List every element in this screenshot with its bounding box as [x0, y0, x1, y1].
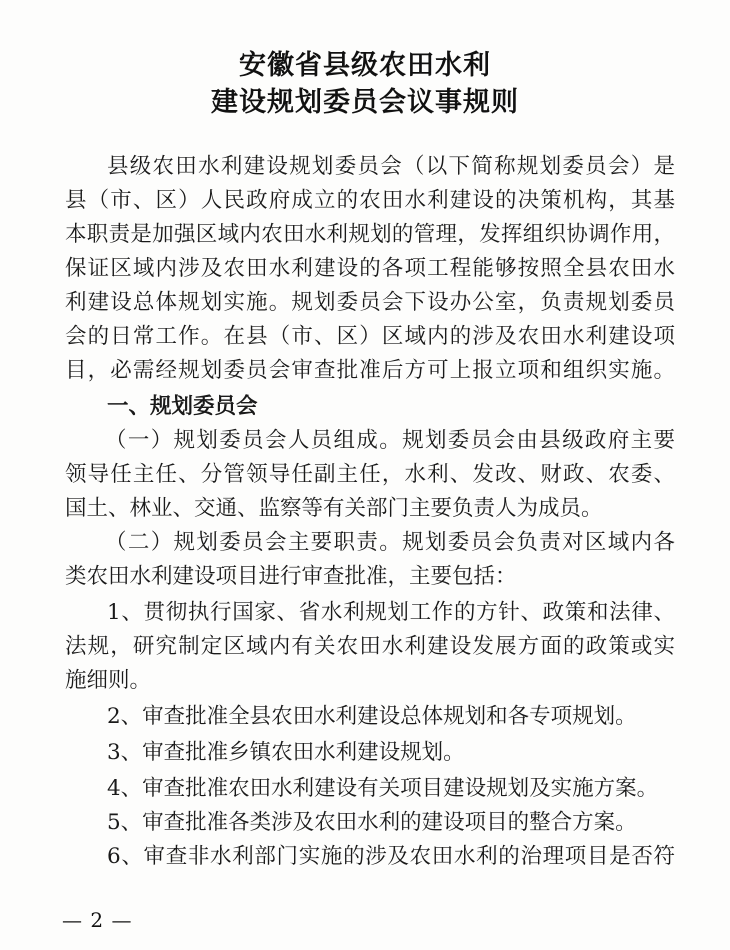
body-line: 施细则。 — [65, 668, 152, 693]
section-heading: 一、规划委员会 — [107, 394, 258, 419]
body-line: 本职责是加强区域内农田水利规划的管理，发挥组织协调作用， — [65, 222, 675, 247]
document-title-line-2: 建设规划委员会议事规则 — [211, 87, 519, 118]
body-line: 县级农田水利建设规划委员会（以下简称规划委员会）是 — [107, 154, 675, 179]
page-number: — 2 — — [62, 908, 133, 932]
list-item-line: 1、贯彻执行国家、省水利规划工作的方针、政策和法律、 — [107, 600, 675, 625]
list-item-line: 5、审查批准各类涉及农田水利的建设项目的整合方案。 — [107, 810, 637, 835]
body-line: 领导任主任、分管领导任副主任，水利、发改、财政、农委、 — [65, 462, 675, 487]
document-title-line-1: 安徽省县级农田水利 — [239, 50, 491, 81]
list-item-line: 2、审查批准全县农田水利建设总体规划和各专项规划。 — [107, 704, 637, 729]
body-line: 国土、林业、交通、监察等有关部门主要负责人为成员。 — [65, 496, 603, 521]
body-line: 会的日常工作。在县（市、区）区域内的涉及农田水利建设项 — [65, 324, 675, 349]
list-item-line: 3、审查批准乡镇农田水利建设规划。 — [107, 740, 465, 765]
body-line: 目，必需经规划委员会审查批准后方可上报立项和组织实施。 — [65, 358, 675, 383]
body-line: 保证区域内涉及农田水利建设的各项工程能够按照全县农田水 — [65, 256, 675, 281]
body-line: 类农田水利建设项目进行审查批准，主要包括： — [65, 564, 517, 589]
body-line: 法规，研究制定区域内有关农田水利建设发展方面的政策或实 — [65, 634, 675, 659]
list-item-line: 4、审查批准农田水利建设有关项目建设规划及实施方案。 — [107, 776, 659, 801]
body-line: 县（市、区）人民政府成立的农田水利建设的决策机构，其基 — [65, 188, 675, 213]
body-line: 利建设总体规划实施。规划委员会下设办公室，负责规划委员 — [65, 290, 675, 315]
list-item-line: 6、审查非水利部门实施的涉及农田水利的治理项目是否符 — [107, 844, 675, 869]
body-line: （二）规划委员会主要职责。规划委员会负责对区域内各 — [105, 530, 675, 555]
body-line: （一）规划委员会人员组成。规划委员会由县级政府主要 — [105, 428, 675, 453]
